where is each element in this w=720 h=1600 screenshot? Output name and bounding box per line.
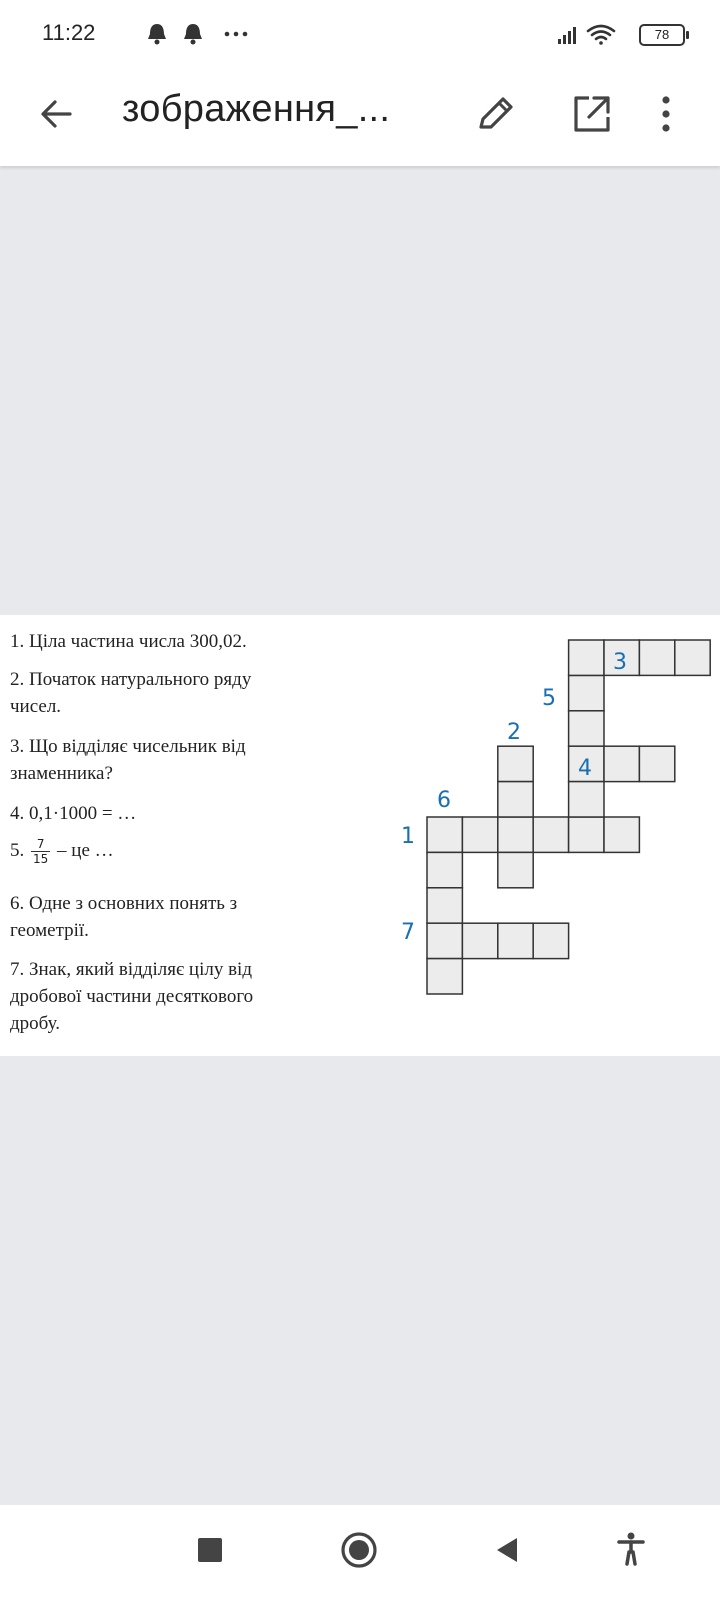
- crossword-cell: [498, 746, 533, 781]
- file-title: зображення_...: [122, 88, 391, 130]
- question-1: 1. Ціла частина числа 300,02.: [10, 631, 247, 652]
- crossword-cell: [427, 817, 462, 852]
- question-6: 6. Одне з основних понять з геометрії.: [10, 893, 238, 941]
- crossword-grid: [0, 615, 720, 1056]
- crossword-label-6: 6: [437, 788, 451, 813]
- app-bar: [0, 68, 720, 166]
- bell-icon: [184, 24, 202, 45]
- more-dots-icon: [225, 32, 248, 37]
- back-arrow-icon[interactable]: [36, 94, 76, 134]
- edit-pencil-icon[interactable]: [474, 92, 518, 136]
- crossword-cell: [498, 852, 533, 887]
- crossword-label-1: 1: [401, 824, 415, 849]
- crossword-cell: [569, 711, 604, 746]
- worksheet-image: [0, 615, 720, 1056]
- bell-icon: [148, 24, 166, 45]
- crossword-label-5: 5: [542, 686, 556, 711]
- crossword-cell: [639, 640, 674, 675]
- crossword-cell: [569, 817, 604, 852]
- crossword-cell: [498, 782, 533, 817]
- crossword-cell: [604, 817, 639, 852]
- recents-square-icon[interactable]: [197, 1537, 223, 1563]
- crossword-cell: [569, 782, 604, 817]
- notification-icons: [145, 20, 265, 50]
- question-4: 4. 0,1·1000 = …: [10, 803, 137, 824]
- open-external-icon[interactable]: [570, 92, 614, 136]
- crossword-cell: [639, 746, 674, 781]
- crossword-cell: [569, 640, 604, 675]
- fraction: $\frac{7}{15}$: [33, 837, 49, 867]
- question-5: 5. $\frac{7}{15}$ – це …: [10, 837, 114, 867]
- status-time: 11:22: [42, 20, 96, 45]
- crossword-label-3: 3: [613, 650, 627, 675]
- more-vert-icon[interactable]: [656, 92, 676, 136]
- crossword-cell: [533, 817, 568, 852]
- crossword-cell: [569, 675, 604, 710]
- wifi-icon: [588, 26, 614, 45]
- question-3: 3. Що відділяє чисельник від знаменника?: [10, 736, 246, 784]
- home-circle-icon[interactable]: [340, 1531, 378, 1569]
- crossword-cell: [498, 923, 533, 958]
- crossword-cell: [427, 852, 462, 887]
- crossword-cell: [604, 746, 639, 781]
- question-7: 7. Знак, який відділяє цілу від дробової частини десяткового дробу.: [10, 959, 254, 1034]
- signal-icon: [558, 27, 576, 44]
- system-nav-bar: [0, 1505, 720, 1600]
- crossword-cell: [462, 923, 497, 958]
- connectivity-icons: [556, 22, 636, 48]
- battery-icon: 78: [639, 24, 685, 46]
- crossword-cell: [427, 888, 462, 923]
- status-bar: [0, 0, 720, 68]
- crossword-label-4: 4: [578, 756, 592, 781]
- crossword-cell: [427, 959, 462, 994]
- crossword-label-2: 2: [507, 720, 521, 745]
- back-triangle-icon[interactable]: [494, 1536, 520, 1564]
- crossword-cell: [427, 923, 462, 958]
- crossword-cell: [533, 923, 568, 958]
- crossword-label-7: 7: [401, 920, 415, 945]
- crossword-cell: [462, 817, 497, 852]
- question-2: 2. Початок натурального ряду чисел.: [10, 669, 252, 717]
- crossword-cell: [675, 640, 710, 675]
- accessibility-icon[interactable]: [616, 1532, 646, 1566]
- crossword-cell: [498, 817, 533, 852]
